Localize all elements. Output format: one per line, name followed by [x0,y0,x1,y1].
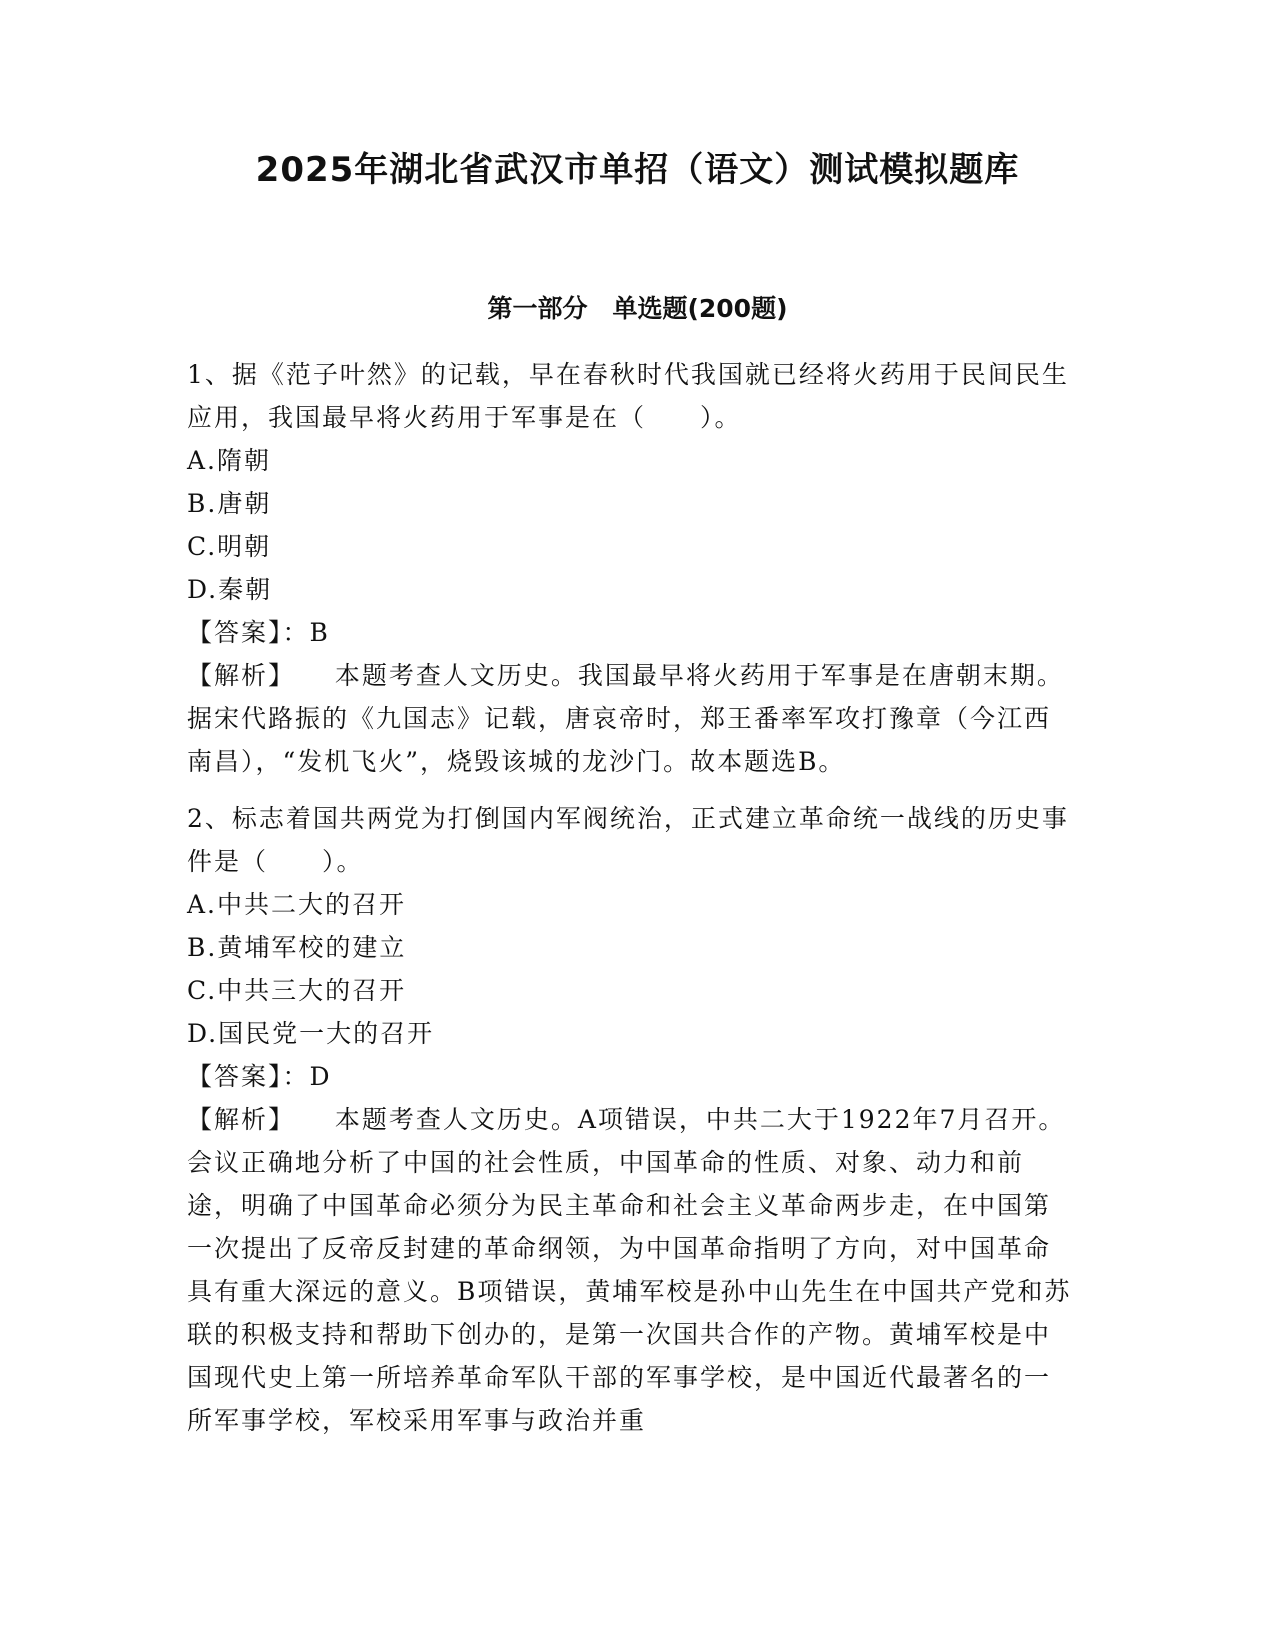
option-d: D.国民党一大的召开 [187,1019,435,1048]
answer-label: 【答案】： [187,1062,310,1091]
option-c: C.中共三大的召开 [187,976,407,1005]
answer-value: B [309,618,330,647]
analysis-line [187,654,1077,783]
option-c: C.明朝 [187,532,272,561]
question-stem: 2、标志着国共两党为打倒国内军阀统治，正式建立革命统一战线的历史事件是（ ）。 [187,804,1069,876]
answer-line [187,611,1077,654]
analysis-line [187,1098,1077,1442]
analysis-label: 【解析】 [187,661,296,690]
analysis-text: 本题考查人文历史。我国最早将火药用于军事是在唐朝末期。据宋代路振的《九国志》记载，唐哀帝时，郑王番率军攻打豫章（今江西南昌），“发机飞火”，烧毁该城的龙沙门。故本题选B。 [187,661,1064,776]
question-stem: 1、据《范子叶然》的记载，早在春秋时代我国就已经将火药用于民间民生应用，我国最早将火药用于军事是在（ ）。 [187,360,1069,432]
analysis-text: 本题考查人文历史。A项错误，中共二大于1922年7月召开。会议正确地分析了中国的社会性质，中国革命的性质、对象、动力和前途，明确了中国革命必须分为民主革命和社会主义革命两步走，在中国第一次提出了反帝反封建的革命纲领，为中国革命指明了方向，对中国革命具有重大深远的意义。B项错误，黄埔军校是孙中山先生在中国共产党和苏联的积极支持和帮助下创办的，是第一次国共合作的产物。黄埔军校是中国现代史上第一所培养革命军队干部的军事学校，是中国近代最著名的一所军事学校，军校采用军事与政治并重 [187,1105,1072,1435]
answer-line [187,1055,1077,1098]
question-list [187,353,1077,1456]
section-heading: 第一部分 单选题(200题) [487,294,788,323]
option-a: A.隋朝 [187,446,272,475]
answer-value: D [309,1062,332,1091]
analysis-label: 【解析】 [187,1105,296,1134]
answer-label: 【答案】： [187,618,310,647]
question-item [187,353,1077,783]
option-d: D.秦朝 [187,575,273,604]
option-b: B.唐朝 [187,489,272,518]
document-title: 2025年湖北省武汉市单招（语文）测试模拟题库 [255,150,1020,190]
question-item [187,797,1077,1442]
option-a: A.中共二大的召开 [187,890,407,919]
option-b: B.黄埔军校的建立 [187,933,407,962]
